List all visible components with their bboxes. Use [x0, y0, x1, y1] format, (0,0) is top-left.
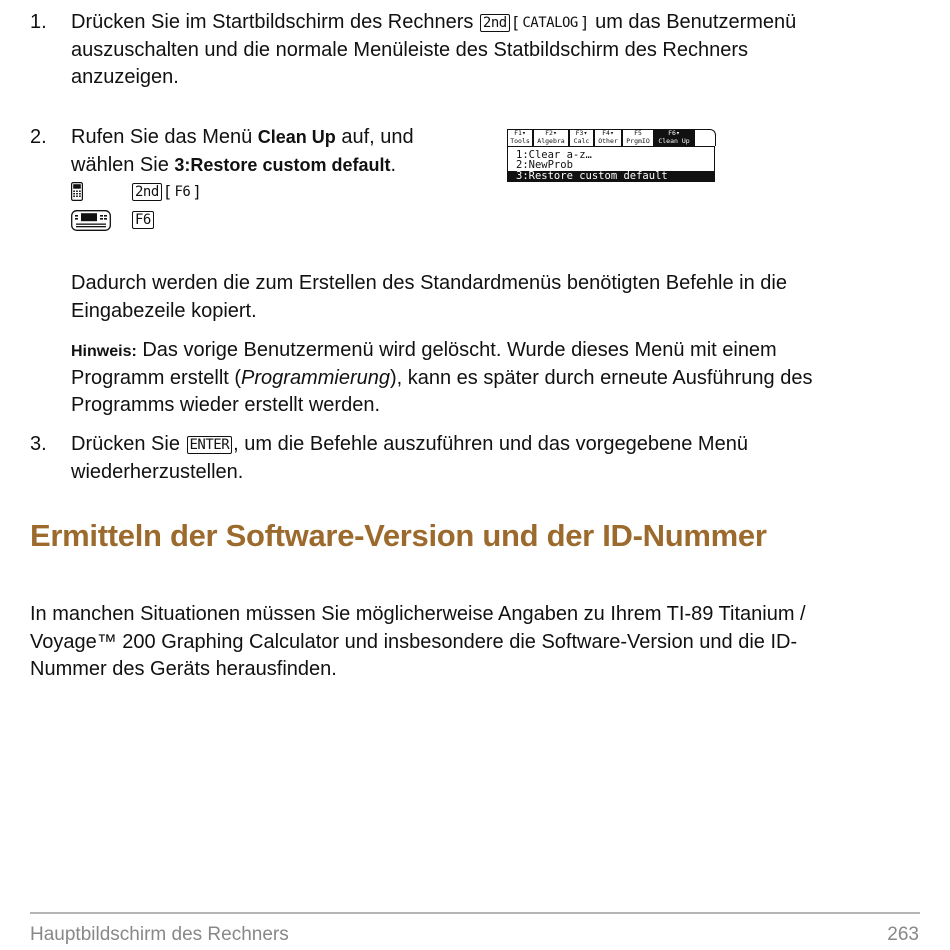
section-line-1: In manchen Situationen müssen Sie möglicherweise Angaben zu Ihrem TI-89 Titanium /: [30, 603, 806, 625]
toolbar: [507, 129, 716, 147]
menu-name-clean-up: Clean Up: [257, 127, 336, 147]
toolbar-tab-f4: F4▾ Other: [594, 129, 622, 146]
menu-item-1: 1:Clear a-z…: [516, 149, 592, 161]
note-label: Hinweis:: [71, 343, 137, 360]
calculator-screen: [507, 129, 716, 183]
step-1-number: 1.: [30, 11, 47, 33]
section-heading: Ermitteln der Software-Version und der ID-Nummer: [30, 518, 767, 553]
footer-divider: [30, 912, 920, 914]
toolbar-tab-f6: F6▾ Clean Up: [654, 129, 694, 146]
footer-chapter-title: Hauptbildschirm des Rechners: [30, 924, 289, 945]
key-f6: F6: [132, 211, 154, 229]
step-3-number: 3.: [30, 433, 47, 455]
key-enter: ENTER: [187, 436, 233, 454]
toolbar-tab-empty: [694, 129, 716, 146]
ti89-key-sequence: 2nd [ F6 ]: [131, 178, 202, 206]
menu-item-3-selected: 3:Restore custom default: [508, 171, 714, 181]
note-line-3: Programms wieder erstellt werden.: [71, 394, 380, 416]
menu-item-2: 2:NewProb: [516, 159, 573, 171]
clean-up-menu: [507, 146, 715, 182]
ti89-calculator-icon: [71, 182, 83, 201]
note-line-1: Hinweis: Das vorige Benutzermenü wird gelöscht. Wurde dieses Menü mit einem: [71, 339, 777, 361]
step-1-line-3: anzuzeigen.: [71, 66, 179, 88]
voyage-key-sequence: [131, 206, 155, 234]
toolbar-tab-f5: F5 PrgmIO: [622, 129, 654, 146]
step-1-line-1: Drücken Sie im Startbildschirm des Rechners 2nd [ CATALOG ] um das Benutzermenü: [71, 11, 797, 33]
note-line-2: Programm erstellt (Programmierung), kann es später durch erneute Ausführung des: [71, 366, 813, 389]
section-line-2: Voyage™ 200 Graphing Calculator und insbesondere die Software-Version und die ID-: [30, 630, 798, 653]
step-2-number: 2.: [30, 126, 47, 148]
effect-line-2: Eingabezeile kopiert.: [71, 299, 257, 322]
section-line-3: Nummer des Geräts herausfinden.: [30, 658, 337, 680]
toolbar-tab-f2: F2▾ Algebra: [533, 129, 569, 146]
step-2-line-2: wählen Sie 3:Restore custom default.: [71, 153, 397, 176]
key-2nd: 2nd: [132, 183, 162, 201]
step-3-line-2: wiederherzustellen.: [71, 460, 244, 483]
voyage200-calculator-icon: [71, 210, 111, 231]
toolbar-tab-f3: F3▾ Calc: [569, 129, 594, 146]
step-3-line-1: Drücken Sie ENTER , um die Befehle auszuführen und das vorgegebene Menü: [71, 433, 748, 455]
effect-line-1: Dadurch werden die zum Erstellen des Standardmenüs benötigten Befehle in die: [71, 272, 787, 294]
key-catalog: CATALOG: [522, 15, 578, 31]
toolbar-tab-f1: F1▾ Tools: [507, 129, 533, 146]
menu-item-restore: 3:Restore custom default: [174, 154, 391, 175]
step-1-line-2: auszuschalten und die normale Menüleiste des Statbildschirm des Rechners: [71, 38, 749, 61]
key-2nd: 2nd: [480, 14, 510, 32]
step-2-line-1: Rufen Sie das Menü Clean Up auf, und: [71, 126, 414, 148]
key-f6: F6: [174, 184, 191, 200]
page-number: 263: [887, 924, 919, 945]
note-emphasis: Programmierung: [241, 366, 390, 389]
